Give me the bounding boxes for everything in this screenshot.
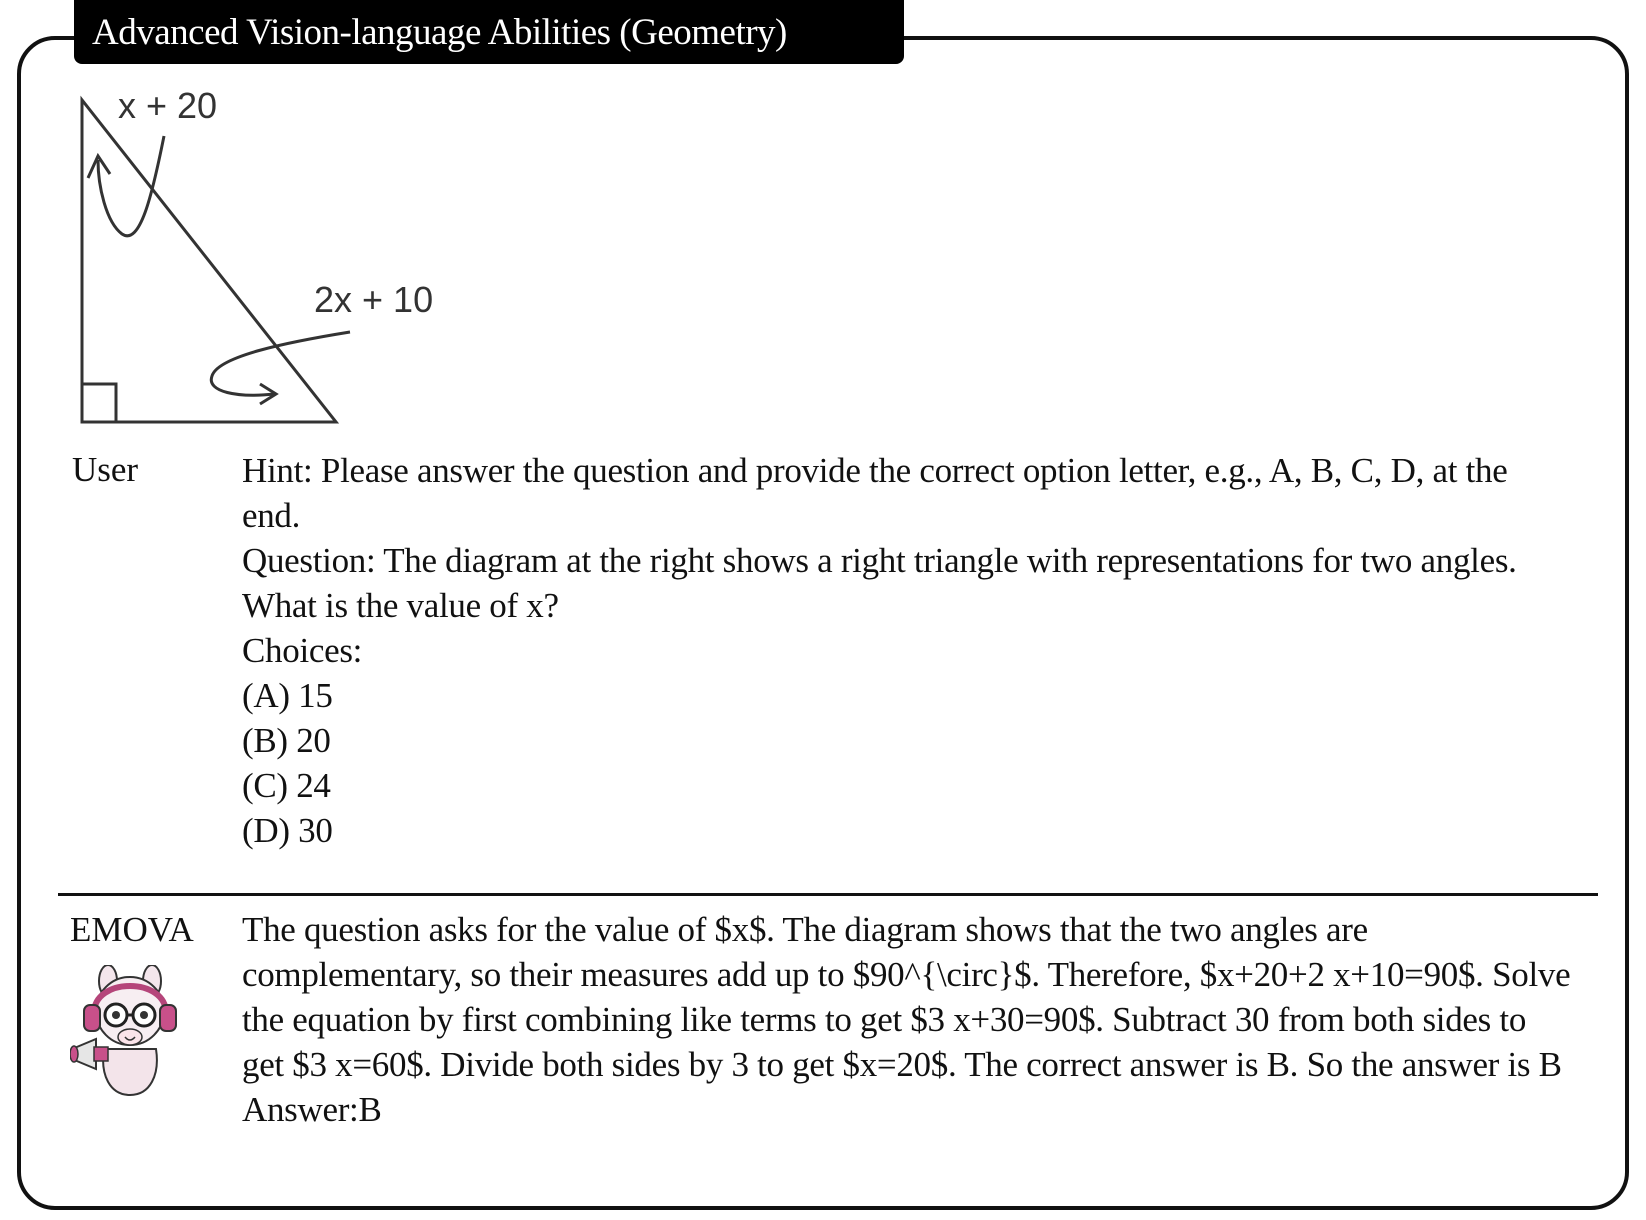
top-angle-arrow (98, 136, 164, 236)
assistant-answer-text: Answer:B (242, 1090, 382, 1129)
user-message (242, 448, 1572, 853)
hint-text: Hint: Please answer the question and provide the correct option letter, e.g., A, B, C, D, at the end. (242, 451, 1508, 535)
triangle-shape (82, 100, 336, 422)
turn-divider (58, 893, 1598, 896)
angle-label-top: x + 20 (118, 86, 218, 126)
choices-label: Choices: (242, 631, 363, 670)
choice-c: (C) 24 (242, 766, 331, 805)
choice-a: (A) 15 (242, 676, 333, 715)
assistant-response-text: The question asks for the value of $x$. The diagram shows that the two angles are complementary, so their measures add up to $90^{\circ}$. Therefore, $x+20+2 x+10=90$. Solve the equation by first combining like terms to get $3 x+30=90$. Subtract 30 from both sides to get $3 x=60$. Divide both sides by 3 to get $x=20$. The correct answer is B. So the answer is B (242, 910, 1571, 1084)
right-angle-marker (82, 384, 116, 422)
assistant-message (242, 907, 1572, 1132)
triangle-diagram (68, 86, 488, 456)
question-text: Question: The diagram at the right shows a right triangle with representations for two angles. What is the value of x? (242, 541, 1517, 625)
user-role-label: User (72, 450, 139, 489)
angle-label-bottom: 2x + 10 (314, 279, 434, 320)
card-title: Advanced Vision-language Abilities (Geometry) (92, 11, 787, 53)
bottom-angle-arrow (211, 332, 350, 395)
llama-with-headphones-and-megaphone-icon (70, 965, 190, 1100)
choice-d: (D) 30 (242, 811, 333, 850)
title-tab (74, 0, 904, 64)
assistant-role-label: EMOVA (70, 910, 194, 949)
choice-b: (B) 20 (242, 721, 331, 760)
